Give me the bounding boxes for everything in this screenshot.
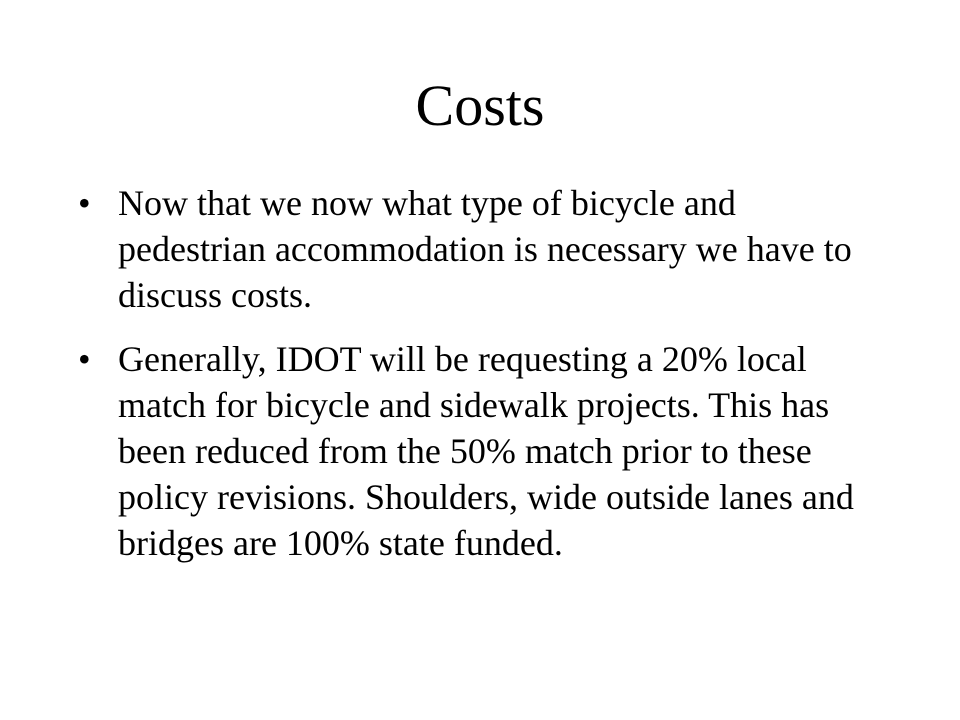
bullet-icon: • (78, 339, 91, 379)
bullet-item (78, 180, 878, 318)
bullet-text: Generally, IDOT will be requesting a 20% local match for bicycle and sidewalk projects. This has been reduced from the 50% match prior to these policy revisions. Shoulders, wide outside lanes and bridges are 100% state funded. (118, 339, 854, 563)
bullet-text: Now that we now what type of bicycle and pedestrian accommodation is necessary we have to discuss costs. (118, 183, 852, 315)
bullet-list (78, 180, 878, 584)
bullet-icon: • (78, 183, 91, 223)
bullet-item (78, 336, 878, 566)
slide-title: Costs (415, 73, 545, 138)
